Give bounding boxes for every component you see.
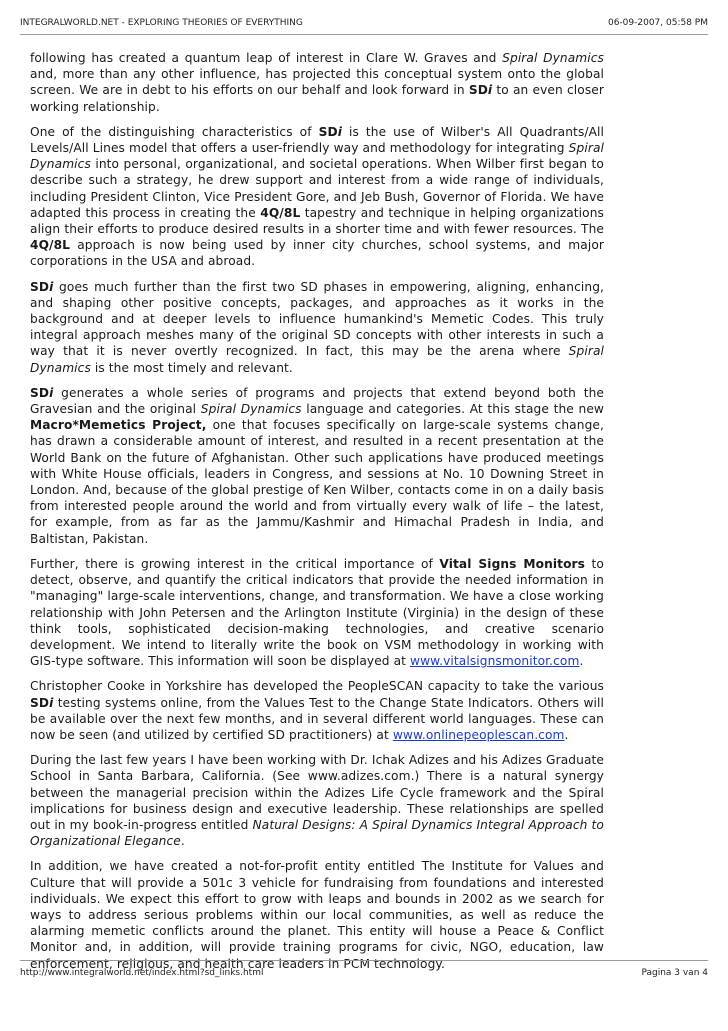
footer-divider bbox=[20, 960, 708, 961]
paragraph-4: SDi generates a whole series of programs and projects that extend beyond both the Gravesian and the original Spiral Dynamics language and categories. At this stage the new Macro*Memetics Project, one that focuses specifically on large-scale systems change, has drawn a considerable amount of interest, and resulted in a recent presentation at the World Bank on the future of Afghanistan. Other such applications have produced meetings with White House officials, leaders in Congress, and sessions at No. 10 Downing Street in London. And, because of the global prestige of Ken Wilber, contacts come in on a daily basis from interested people around the world and from virtually every walk of life – the latest, for example, from as far as the Jammu/Kashmir and Himachal Pradesh in India, and Baltistan, Pakistan. bbox=[30, 385, 604, 546]
vitalsignsmonitor-link[interactable]: www.vitalsignsmonitor.com bbox=[410, 654, 580, 669]
footer-page-number: Pagina 3 van 4 bbox=[641, 968, 708, 978]
page-header bbox=[20, 18, 708, 32]
footer-url: http://www.integralworld.net/index.html?sd_links.html bbox=[20, 968, 264, 978]
onlinepeoplescan-link[interactable]: www.onlinepeoplescan.com bbox=[392, 727, 565, 742]
header-divider bbox=[20, 34, 708, 35]
paragraph-1: following has created a quantum leap of interest in Clare W. Graves and Spiral Dynamics and, more than any other influence, has projected this conceptual system onto the global screen. We are in debt to his efforts on our behalf and look forward in SDi to an even closer working relationship. bbox=[30, 51, 604, 114]
page-footer bbox=[20, 968, 708, 982]
paragraph-5: Further, there is growing interest in the critical importance of Vital Signs Monitors to detect, observe, and quantify the critical indicators that provide the needed information in "managing" large-scale interventions, change, and transformation. We have a close working relationship with John Petersen and the Arlington Institute (Virginia) in the design of these think tools, sophisticated decision-making technologies, and creative scenario development. We intend to literally write the book on VSM methodology in working with GIS-type software. This information will soon be displayed at www.vitalsignsmonitor.com. bbox=[30, 556, 604, 669]
paragraph-2: One of the distinguishing characteristics of SDi is the use of Wilber's All Quadrants/All Levels/All Lines model that offers a user-friendly way and methodology for integrating Spiral Dynamics into personal, organizational, and societal operations. When Wilber first began to describe such a strategy, he drew support and interest from a wide range of individuals, including President Clinton, Vice President Gore, and Jeb Bush, Governor of Florida. We have adapted this process in creating the 4Q/8L tapestry and technique in helping organizations align their efforts to produce desired results in a shorter time and with fewer resources. The 4Q/8L approach is now being used by inner city churches, school systems, and major corporations in the USA and abroad. bbox=[30, 124, 605, 269]
paragraph-6: Christopher Cooke in Yorkshire has developed the PeopleSCAN capacity to take the various SDi testing systems online, from the Values Test to the Change State Indicators. Others will be available over the next few months, and in several different world languages. These can now be seen (and utilized by certified SD practitioners) at www.onlinepeoplescan.com. bbox=[30, 679, 604, 742]
paragraph-3: SDi goes much further than the first two SD phases in empowering, aligning, enhancing, and shaping other positive concepts, packages, and approaches as it works in the background and at deeper levels to influence humankind's Memetic Codes. This truly integral approach meshes many of the original SD concepts with other interests in such a way that it is never overtly recognized. In fact, this may be the arena where Spiral Dynamics is the most timely and relevant. bbox=[30, 279, 604, 375]
article-body bbox=[30, 50, 604, 981]
header-datetime: 06-09-2007, 05:58 PM bbox=[607, 18, 708, 28]
paragraph-8: In addition, we have created a not-for-profit entity entitled The Institute for Values and Culture that will provide a 501c 3 vehicle for fundraising from foundations and interested individuals. We expect this effort to grow with leaps and bounds in 2002 as we search for ways to address serious problems within our local communities, as well as reduce the alarming memetic conflicts around the planet. This entity will house a Peace & Conflict Monitor and, in addition, will provide training programs for civic, NGO, education, law enforcement, religious, and health care leaders in PCM technology. bbox=[30, 859, 604, 971]
header-site-title: INTEGRALWORLD.NET - EXPLORING THEORIES OF EVERYTHING bbox=[20, 18, 303, 28]
paragraph-7: During the last few years I have been working with Dr. Ichak Adizes and his Adizes Graduate School in Santa Barbara, California. (See www.adizes.com.) There is a natural synergy between the managerial precision within the Adizes Life Cycle framework and the Spiral implications for business design and executive leadership. These relationships are spelled out in my book-in-progress entitled Natural Designs: A Spiral Dynamics Integral Approach to Organizational Elegance. bbox=[30, 753, 604, 849]
